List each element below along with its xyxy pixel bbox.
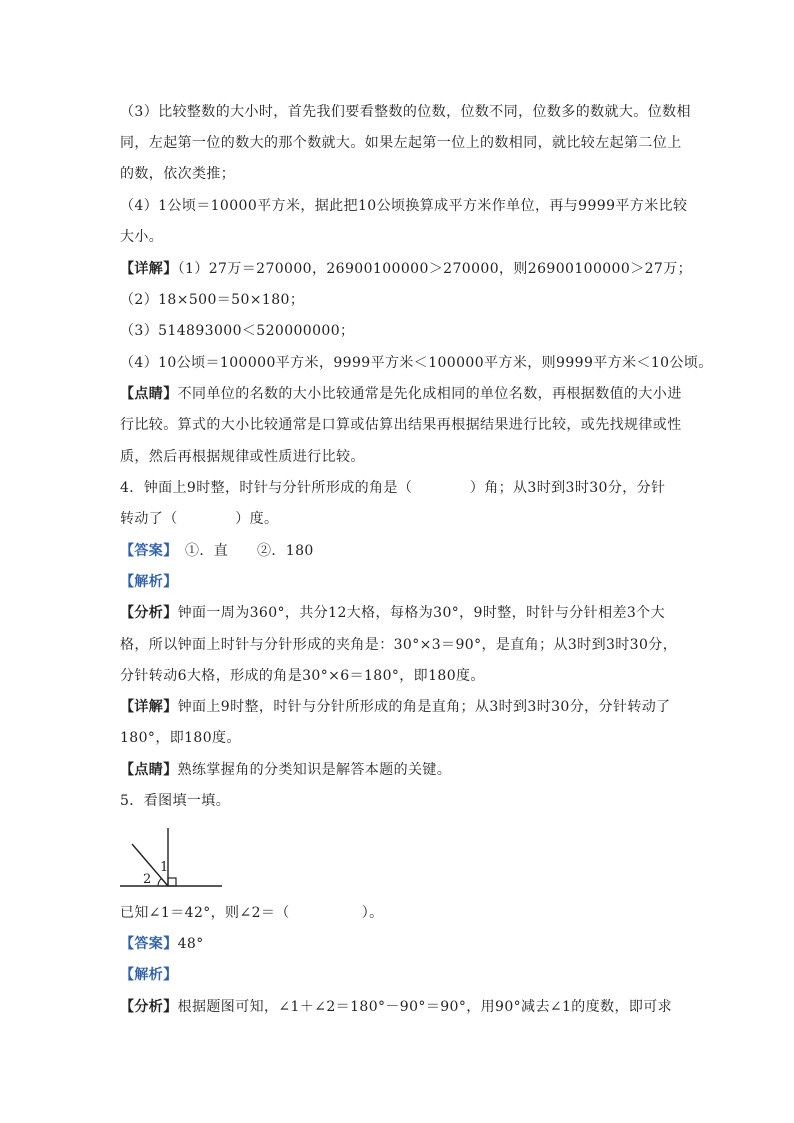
detail-line: 【详解】（1）27万＝270000，26900100000＞270000，则26900100000＞27万； xyxy=(120,261,692,277)
text-line: （3）比较整数的大小时，首先我们要看整数的位数，位数不同，位数多的数就大。位数相 xyxy=(120,104,691,120)
text-line: 大小。 xyxy=(120,229,164,245)
tag-label: 【分析】 xyxy=(120,605,178,621)
text-line: （4）10公顷＝100000平方米，9999平方米＜100000平方米，则9999平方米＜10公顷。 xyxy=(120,355,713,371)
text-line: （4）1公顷＝10000平方米，据此把10公顷换算成平方米作单位，再与9999平方米比较 xyxy=(120,198,688,214)
answer-line: 【答案】48° xyxy=(120,936,204,952)
text-line: 质，然后再根据规律或性质进行比较。 xyxy=(120,449,365,465)
text-line: （3）514893000＜520000000； xyxy=(120,323,355,339)
question-5: 5．看图填一填。 xyxy=(120,793,231,809)
tag-label: 【解析】 xyxy=(120,967,178,983)
tag-label: 【详解】 xyxy=(120,261,178,277)
tag-label: 【答案】 xyxy=(120,543,171,559)
analysis-line: 【分析】根据题图可知，∠1＋∠2＝180°－90°＝90°，用90°减去∠1的度数，即可求 xyxy=(120,999,673,1015)
text-line: 同，左起第一位的数大的那个数就大。如果左起第一位上的数相同，就比较左起第二位上 xyxy=(120,135,682,151)
tag-label: 【分析】 xyxy=(120,999,178,1015)
remark-line: 【点睛】不同单位的名数的大小比较通常是先化成相同的单位名数，再根据数值的大小进 xyxy=(120,386,682,402)
remark-line: 【点睛】熟练掌握角的分类知识是解答本题的关键。 xyxy=(120,762,452,778)
tag-label: 【点睛】 xyxy=(120,386,178,402)
tag-label: 【点睛】 xyxy=(120,762,178,778)
answer-line: 【答案】 ①．直 ②．180 xyxy=(120,543,314,559)
text-line: 转动了（ ）度。 xyxy=(120,511,279,527)
detail-line: 【详解】钟面上9时整，时针与分针所形成的角是直角；从3时到3时30分，分针转动了 xyxy=(120,699,671,715)
tag-label: 【答案】 xyxy=(120,936,178,952)
tag-label: 【解析】 xyxy=(120,574,178,590)
angle-arc xyxy=(158,878,162,886)
angle-1-label: 1 xyxy=(160,860,169,875)
text-line: 行比较。算式的大小比较通常是口算或估算出结果再根据结果进行比较，或先找规律或性 xyxy=(120,417,682,433)
angle-diagram xyxy=(118,826,224,890)
right-angle-mark xyxy=(168,878,176,886)
analysis-heading xyxy=(120,965,178,985)
text-line: 已知∠1＝42°，则∠2＝（ ）。 xyxy=(120,905,384,921)
tag-label: 【详解】 xyxy=(120,699,178,715)
text-line: 分针转动6大格，形成的角是30°×6＝180°，即180度。 xyxy=(120,668,485,684)
text-line: 格，所以钟面上时针与分针形成的夹角是：30°×3＝90°，是直角；从3时到3时30分， xyxy=(120,637,678,653)
angle-2-label: 2 xyxy=(143,872,152,887)
analysis-heading xyxy=(120,572,178,592)
question-4: 4．钟面上9时整，时针与分针所形成的角是（ ）角；从3时到3时30分，分针 xyxy=(120,480,666,496)
text-line: 的数，依次类推； xyxy=(120,166,236,182)
text-line: 180°，即180度。 xyxy=(120,730,241,746)
text-line: （2）18×500＝50×180； xyxy=(120,292,305,308)
analysis-line: 【分析】钟面一周为360°，共分12大格，每格为30°，9时整，时针与分针相差3个大 xyxy=(120,605,665,621)
